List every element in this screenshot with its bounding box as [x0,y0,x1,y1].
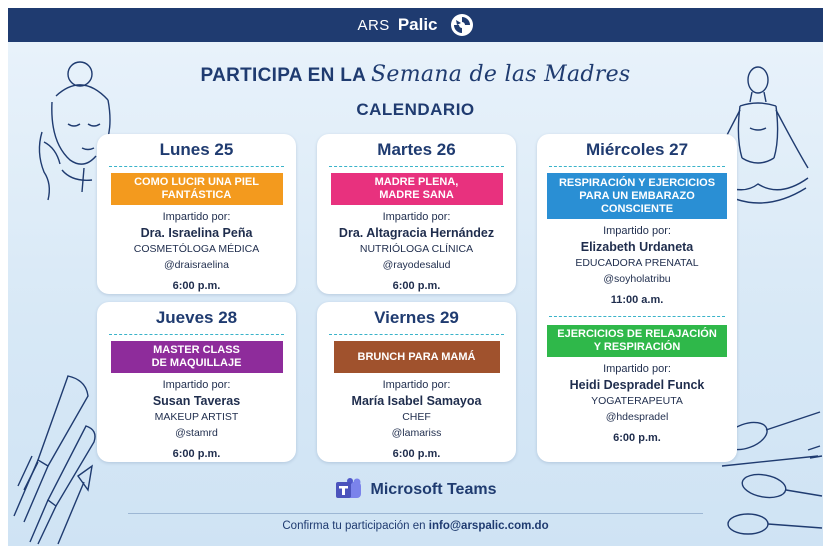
event-topic-line: MADRE SANA [379,189,454,201]
presenter-label: Impartido por: [603,225,671,237]
presenter-name: Heidi Despradel Funck [569,378,705,392]
presenter-name: Susan Taveras [152,394,241,408]
calendar-heading: CALENDARIO [356,100,475,119]
headline-script: Semana de las Madres [371,62,631,87]
dashed-divider [549,316,725,317]
dashed-divider [549,166,725,167]
presenter-role: COSMETÓLOGA MÉDICA [133,243,260,255]
event-topic-badge [547,325,727,357]
presenter-name: Dra. Altagracia Hernández [338,226,495,240]
presenter-name: Dra. Israelina Peña [140,226,253,240]
event-topic-line: MASTER CLASS [153,344,240,356]
event-topic-line: CONSCIENTE [600,202,674,215]
presenter-label: Impartido por: [382,211,451,223]
event-topic-line: DE MAQUILLAJE [151,357,242,369]
headline-lead: PARTICIPA EN LA [200,65,366,86]
dashed-divider [329,334,504,335]
event-card-lunes [97,134,296,294]
dashed-divider [109,334,284,335]
teams-icon [335,478,363,502]
presenter-label: Impartido por: [162,379,231,391]
presenter-role: YOGATERAPEUTA [591,395,683,407]
event-day: Martes 26 [377,140,456,159]
presenter-role: NUTRIÓLOGA CLÍNICA [359,243,474,255]
makeup-brushes-illustration [8,366,104,546]
presenter-handle: @draisraelina [164,259,229,271]
event-topic-line: MADRE PLENA, [374,176,459,188]
event-topic-line: PARA UN EMBARAZO [579,189,695,202]
event-topic-badge [111,341,283,373]
event-topic-line: RESPIRACIÓN Y EJERCICIOS [558,176,716,189]
platform-label: Microsoft Teams [370,481,497,498]
event-card-jueves [97,302,296,462]
event-topic-line: BRUNCH PARA MAMÁ [357,350,476,363]
event-topic-line: Y RESPIRACIÓN [593,341,681,353]
event-time: 11:00 a.m. [610,294,664,306]
event-time: 6:00 p.m. [172,448,221,460]
presenter-role: MAKEUP ARTIST [154,411,239,423]
brand-bar [8,8,823,42]
event-day: Jueves 28 [155,308,238,327]
presenter-handle: @rayodesalud [382,259,451,271]
confirm-email-link[interactable]: info@arspalic.com.do [428,520,549,532]
event-day: Lunes 25 [159,140,234,159]
presenter-handle: @hdespradel [605,411,669,423]
dashed-divider [109,166,284,167]
event-card-viernes [317,302,516,462]
event-topic-line: FANTÁSTICA [161,189,232,201]
event-time: 6:00 p.m. [613,432,661,444]
platform-badge [8,478,823,502]
presenter-name: Elizabeth Urdaneta [580,240,694,254]
presenter-label: Impartido por: [603,363,671,375]
confirm-text [8,520,823,532]
presenter-handle: @soyholatribu [603,273,671,285]
footer-divider [128,513,703,514]
presenter-name: María Isabel Samayoa [351,394,482,408]
confirm-lead: Confirma tu participación en [282,520,429,532]
event-day: Viernes 29 [374,308,459,327]
presenter-handle: @lamariss [391,427,442,439]
brand-logo-icon [450,13,474,37]
event-card-miercoles [537,134,737,462]
event-day: Miércoles 27 [585,140,689,159]
presenter-handle: @stamrd [175,427,218,439]
poster [8,8,823,546]
event-topic-line: EJERCICIOS DE RELAJACIÓN [557,328,717,340]
presenter-role: EDUCADORA PRENATAL [575,257,699,269]
event-topic-badge [334,341,500,373]
brand-prefix: ARS [357,16,390,34]
presenter-label: Impartido por: [162,211,231,223]
event-topic-badge [331,173,503,205]
event-time: 6:00 p.m. [392,448,441,460]
brand-name: Palic [397,15,438,34]
headline [8,62,823,87]
presenter-label: Impartido por: [382,379,451,391]
presenter-role: CHEF [402,411,431,423]
event-topic-line: COMO LUCIR UNA PIEL [134,176,259,188]
event-time: 6:00 p.m. [172,280,221,292]
event-topic-badge [111,173,283,205]
dashed-divider [329,166,504,167]
event-card-martes [317,134,516,294]
event-topic-badge [547,173,727,219]
event-time: 6:00 p.m. [392,280,441,292]
